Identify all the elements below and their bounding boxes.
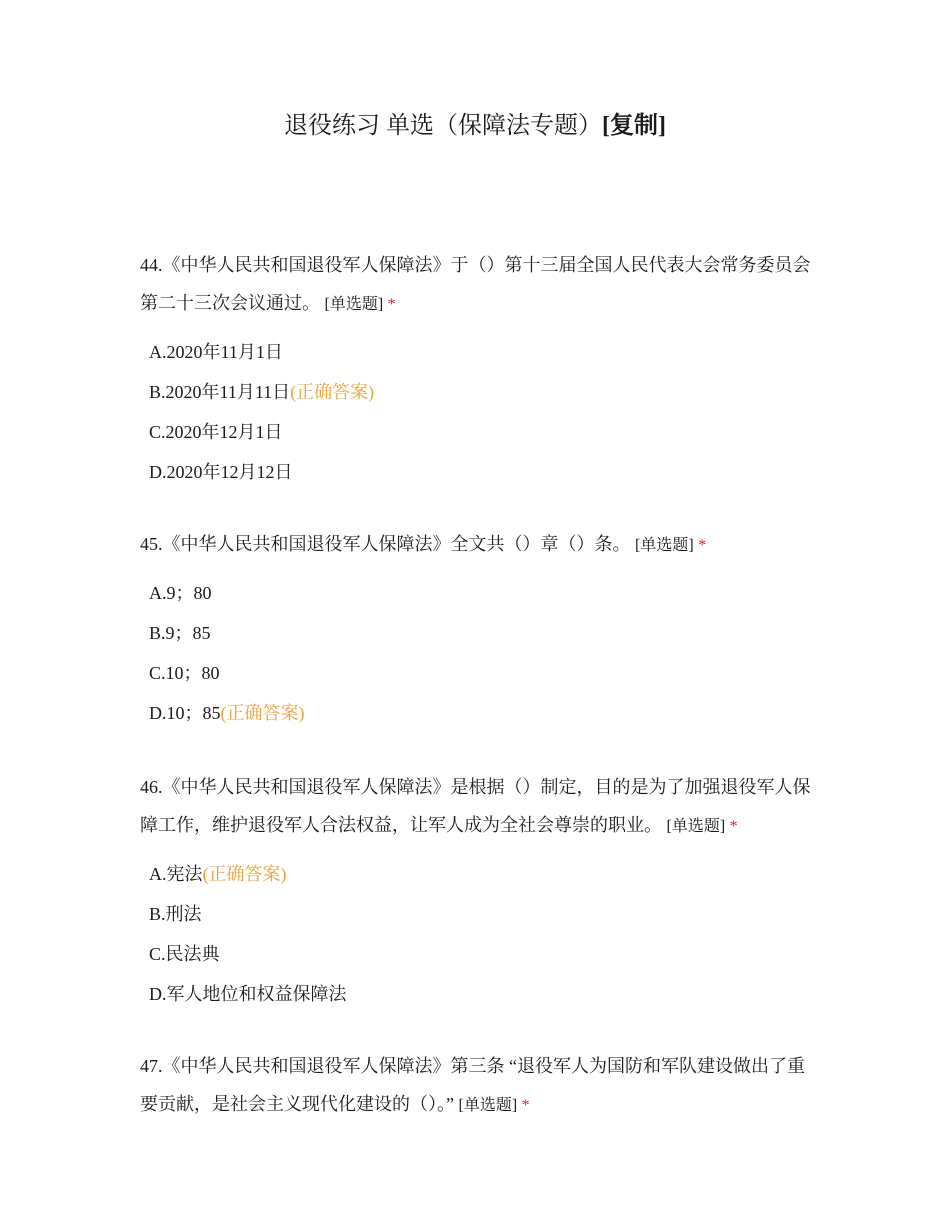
required-mark: * xyxy=(387,296,396,313)
option-list xyxy=(140,854,820,1014)
option-label: A.9；80 xyxy=(149,583,212,603)
question-44 xyxy=(140,246,820,492)
question-type-label: [单选题] xyxy=(635,537,694,554)
option-c[interactable] xyxy=(140,653,820,693)
question-stem: 44.《中华人民共和国退役军人保障法》于（）第十三届全国人民代表大会常务委员会第二十三次会议通过。 xyxy=(140,255,811,313)
correct-answer-marker: (正确答案) xyxy=(290,382,375,402)
option-b[interactable] xyxy=(140,372,820,412)
option-a[interactable] xyxy=(140,573,820,613)
option-label: C.10；80 xyxy=(149,663,220,683)
option-list xyxy=(140,332,820,492)
option-label: D.军人地位和权益保障法 xyxy=(149,984,347,1004)
question-47 xyxy=(140,1047,820,1125)
option-label: C.2020年12月1日 xyxy=(149,422,283,442)
option-a[interactable] xyxy=(140,854,820,894)
option-d[interactable] xyxy=(140,693,820,733)
question-type-label: [单选题] xyxy=(324,296,384,313)
title-copy-suffix: [复制] xyxy=(602,113,666,139)
required-mark: * xyxy=(521,1097,530,1114)
question-type-label: [单选题] xyxy=(458,1097,518,1114)
question-text xyxy=(140,1047,820,1125)
option-label: D.10；85 xyxy=(149,703,221,723)
option-label: B.2020年11月11日 xyxy=(149,382,291,402)
title-main: 退役练习 单选（保障法专题） xyxy=(284,113,602,139)
page-title xyxy=(0,110,950,142)
question-stem: 46.《中华人民共和国退役军人保障法》是根据（）制定，目的是为了加强退役军人保障工作，维护退役军人合法权益，让军人成为全社会尊崇的职业。 xyxy=(140,777,811,835)
required-mark: * xyxy=(698,537,707,554)
question-text xyxy=(140,768,820,846)
question-text xyxy=(140,525,820,565)
option-c[interactable] xyxy=(140,934,820,974)
question-45 xyxy=(140,525,820,733)
required-mark: * xyxy=(729,818,738,835)
option-label: B.9；85 xyxy=(149,623,211,643)
option-c[interactable] xyxy=(140,412,820,452)
option-list xyxy=(140,573,820,733)
option-d[interactable] xyxy=(140,974,820,1014)
correct-answer-marker: (正确答案) xyxy=(220,703,305,723)
option-label: D.2020年12月12日 xyxy=(149,462,293,482)
option-b[interactable] xyxy=(140,894,820,934)
option-b[interactable] xyxy=(140,613,820,653)
question-46 xyxy=(140,768,820,1014)
option-d[interactable] xyxy=(140,452,820,492)
question-stem: 47.《中华人民共和国退役军人保障法》第三条 “退役军人为国防和军队建设做出了重要贡献，是社会主义现代化建设的（）。” xyxy=(140,1056,805,1114)
question-type-label: [单选题] xyxy=(666,818,726,835)
question-text xyxy=(140,246,820,324)
option-label: C.民法典 xyxy=(149,944,220,964)
question-stem: 45.《中华人民共和国退役军人保障法》全文共（）章（）条。 xyxy=(140,534,631,554)
option-label: B.刑法 xyxy=(149,904,202,924)
option-label: A.宪法 xyxy=(149,864,203,884)
option-a[interactable] xyxy=(140,332,820,372)
correct-answer-marker: (正确答案) xyxy=(202,864,287,884)
option-label: A.2020年11月1日 xyxy=(149,342,283,362)
